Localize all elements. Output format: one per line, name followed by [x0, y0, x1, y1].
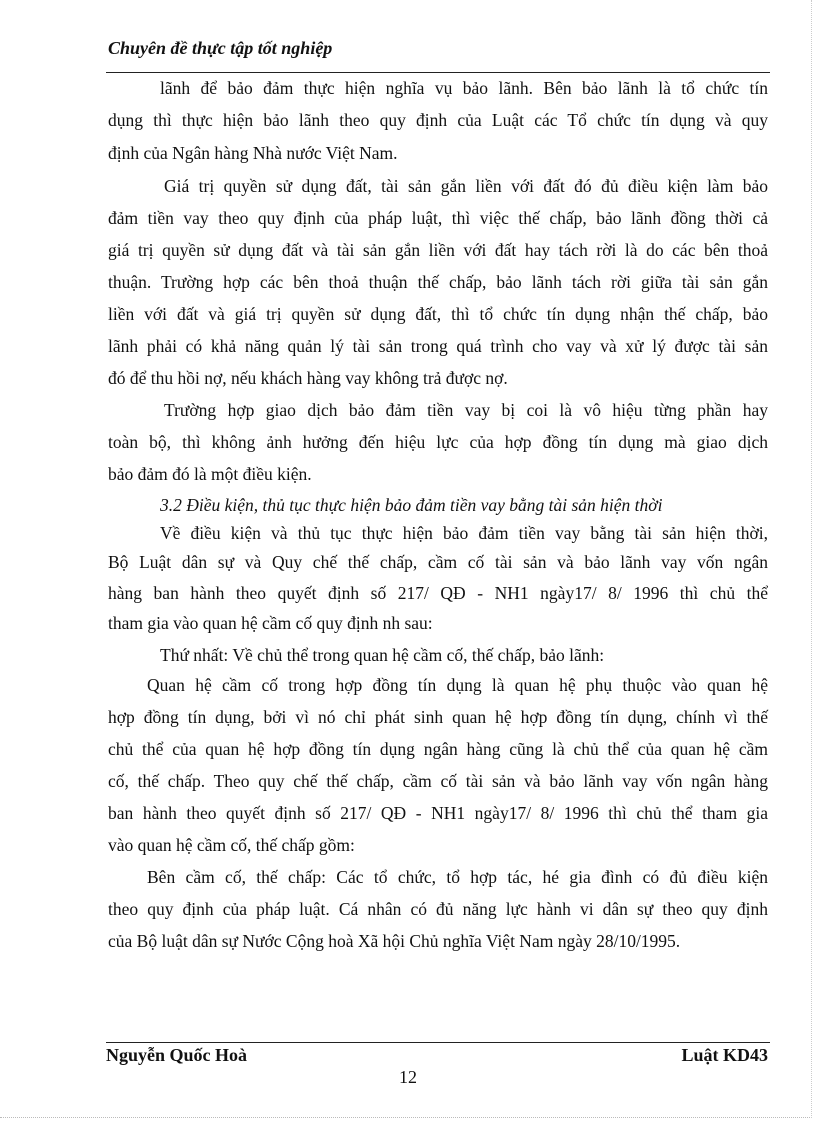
text-line: Bên cầm cố, thế chấp: Các tổ chức, tổ hợp tác, hé gia đình có đủ điều kiện [147, 867, 768, 887]
text-line: ban hành theo quyết định số 217/ QĐ - NH1 ngày17/ 8/ 1996 thì chủ thể tham gia [108, 803, 768, 823]
text-line: liền với đất và giá trị quyền sử dụng đất, thì tổ chức tín dụng nhận thế chấp, bảo [108, 304, 768, 324]
text-line: Quan hệ cầm cố trong hợp đồng tín dụng là quan hệ phụ thuộc vào quan hệ [147, 675, 768, 695]
text-line: Giá trị quyền sử dụng đất, tài sản gắn liền với đất đó đủ điều kiện làm bảo [164, 176, 768, 196]
text-line: vào quan hệ cầm cố, thế chấp gồm: [108, 835, 355, 855]
footer-author: Nguyễn Quốc Hoà [106, 1045, 248, 1065]
text-line: chủ thể của quan hệ hợp đồng tín dụng ngân hàng cũng là chủ thể của quan hệ cầm [108, 739, 768, 759]
header-rule [106, 72, 770, 73]
page-boundary-bottom [0, 1117, 812, 1118]
footer-class: Luật KD43 [681, 1045, 768, 1065]
text-line: lãnh để bảo đảm thực hiện nghĩa vụ bảo lãnh. Bên bảo lãnh là tổ chức tín [160, 78, 768, 98]
text-line: toàn bộ, thì không ảnh hưởng đến hiệu lực của hợp đồng tín dụng mà giao dịch [108, 432, 768, 452]
text-line: thuận. Trường hợp các bên thoả thuận thế chấp, bảo lãnh tách rời giữa tài sản gắn [108, 272, 768, 292]
text-line: đó để thu hồi nợ, nếu khách hàng vay không trả được nợ. [108, 368, 508, 388]
text-line: của Bộ luật dân sự Nước Cộng hoà Xã hội Chủ nghĩa Việt Nam ngày 28/10/1995. [108, 931, 681, 951]
page-boundary-right [811, 0, 812, 1118]
section-heading: 3.2 Điều kiện, thủ tục thực hiện bảo đảm tiền vay bằng tài sản hiện thời [160, 495, 663, 515]
text-line: định của Ngân hàng Nhà nước Việt Nam. [108, 143, 398, 163]
text-line: theo quy định của pháp luật. Cá nhân có đủ năng lực hành vi dân sự theo quy định [108, 899, 768, 919]
page-number: 12 [399, 1067, 417, 1087]
text-line: lãnh phải có khả năng quản lý tài sản trong quá trình cho vay và xử lý được tài sản [108, 336, 768, 356]
text-line: hàng ban hành theo quyết định số 217/ QĐ - NH1 ngày17/ 8/ 1996 thì chủ thể [108, 583, 768, 603]
text-line: cố, thế chấp. Theo quy chế thế chấp, cầm cố tài sản và bảo lãnh vay vốn ngân hàng [108, 771, 768, 791]
text-line: Trường hợp giao dịch bảo đảm tiền vay bị coi là vô hiệu từng phần hay [164, 400, 768, 420]
text-line: giá trị quyền sử dụng đất và tài sản gắn liền với đất hay tách rời là do các bên thoả [108, 240, 768, 260]
running-header-title: Chuyên đề thực tập tốt nghiệp [108, 38, 333, 58]
text-line: Thứ nhất: Về chủ thể trong quan hệ cầm cố, thế chấp, bảo lãnh: [160, 645, 605, 665]
footer-rule [106, 1042, 770, 1043]
text-line: Bộ Luật dân sự và Quy chế thế chấp, cầm cố tài sản và bảo lãnh vay vốn ngân [108, 552, 768, 572]
text-line: tham gia vào quan hệ cầm cố quy định nh sau: [108, 613, 433, 633]
text-line: Về điều kiện và thủ tục thực hiện bảo đảm tiền vay bằng tài sản hiện thời, [160, 523, 768, 543]
text-line: hợp đồng tín dụng, bởi vì nó chỉ phát sinh quan hệ hợp đồng tín dụng, chính vì thế [108, 707, 768, 727]
text-line: đảm tiền vay theo quy định của pháp luật, thì việc thế chấp, bảo lãnh đồng thời cả [108, 208, 768, 228]
text-line: dụng thì thực hiện bảo lãnh theo quy định của Luật các Tổ chức tín dụng và quy [108, 110, 768, 130]
text-line: bảo đảm đó là một điều kiện. [108, 464, 312, 484]
